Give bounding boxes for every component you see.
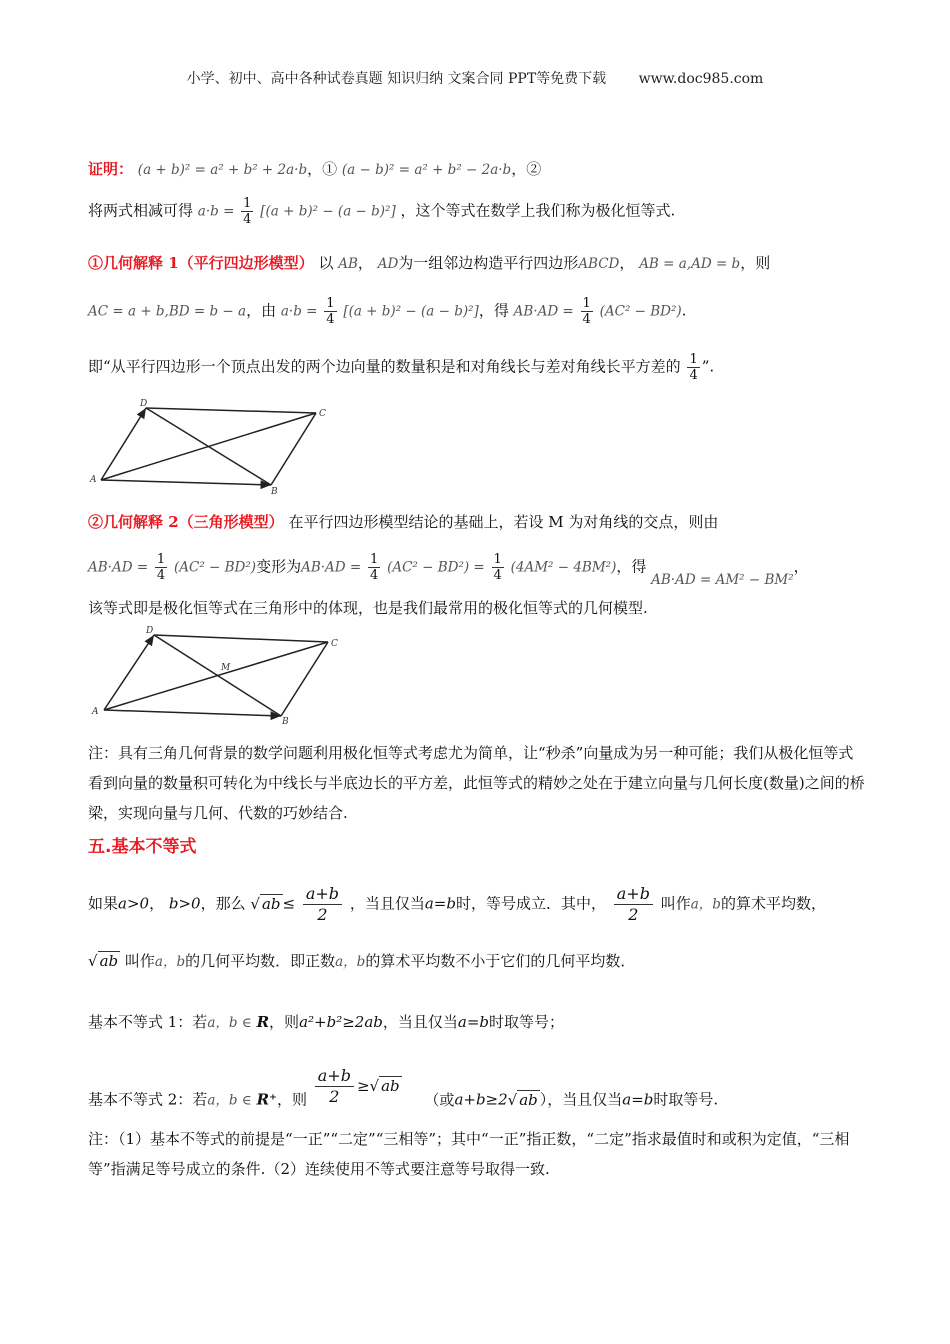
ineq1-t1: 基本不等式 1：若 [88, 1013, 208, 1031]
geo1-label: ①几何解释 1（平行四边形模型） [88, 254, 314, 272]
geo1-t3: ，则 [740, 254, 771, 272]
sqrt-ab: √ ab [88, 952, 119, 970]
proof-line2-bracket: [(a + b)² − (a − b)²] [260, 203, 396, 220]
ineq1-cond: a，b ∈ [207, 1015, 252, 1031]
sec5-l1-t4: 时，等号成立．其中， [455, 894, 606, 913]
quarter-fraction: $\frac{1}{4}$ [326, 296, 335, 327]
geo1-line2-eq3: AB·AD = [513, 303, 574, 320]
geo1-line2-t1: ，由 [246, 301, 277, 320]
sec5-l1-t6: 的算术平均数， [720, 894, 826, 913]
label-b: B [282, 717, 289, 726]
quarter-fraction: $\frac{1}{4}$ [243, 196, 252, 227]
side-bc [281, 642, 328, 716]
page-header [0, 68, 950, 88]
geo1-line2-bracket: [(a + b)² − (a − b)²] [343, 303, 479, 320]
ineq2-t2: ，则 [276, 1090, 307, 1109]
ineq2-alt: a+b≥2 [454, 1090, 508, 1109]
proof-line2-eq: a·b = [197, 203, 235, 220]
sec5-ab-list: a，b [335, 954, 366, 970]
sec5-line-1 [88, 884, 826, 925]
side-bc [271, 413, 316, 485]
sec5-le: ≤ [282, 894, 296, 913]
ineq2-ge: ≥ [356, 1076, 370, 1095]
geo2-t2: 变形为 [256, 557, 302, 576]
ineq2-cond: a，b ∈ [207, 1092, 252, 1109]
ineq1-t2: ，则 [269, 1013, 300, 1031]
geo1-t1: 以 [318, 254, 334, 272]
geo2-line3: 该等式即是极化恒等式在三角形中的体现，也是我们最常用的极化恒等式的几何模型. [88, 599, 648, 617]
header-title: 小学、初中、高中各种试卷真题 知识归纳 文案合同 PPT等免费下载 [186, 71, 607, 87]
basic-inequality-2 [88, 1066, 719, 1121]
vector-ad [101, 408, 146, 480]
ineq2-t1: 基本不等式 2：若 [88, 1090, 208, 1109]
ineq1-eq: a²+b²≥2ab [299, 1013, 383, 1031]
sec5-l2-t1: 叫作 [124, 952, 155, 970]
geo2-paren-c: (4AM² − 4BM²) [510, 559, 617, 576]
proof-label: 证明： [88, 160, 134, 178]
label-b: B [271, 487, 278, 496]
geo2-eq-a: AB·AD = [88, 559, 149, 576]
proof-eq2: (a − b)² = a² + b² − 2a·b [341, 162, 512, 178]
geo2-line-1 [88, 511, 718, 533]
ineq2-t4: ），当且仅当 [539, 1090, 623, 1109]
quarter-fraction: $\frac{1}{4}$ [493, 552, 502, 583]
geo1-ab: AB [338, 256, 358, 272]
geo2-paren-a: (AC² − BD²) [173, 559, 257, 576]
geo1-line2-t2: ，得 [478, 301, 509, 320]
geo1-sep: ， [357, 254, 373, 272]
quarter-fraction: $\frac{1}{4}$ [582, 296, 591, 327]
geo1-line3: 即“从平行四边形一个顶点出发的两个边向量的数量积是和对角线长与差对角线长平方差的 [88, 357, 681, 376]
quarter-fraction: $\frac{1}{4}$ [689, 352, 698, 383]
proof-mark1: ，① [307, 160, 338, 178]
proof-line2-suffix: ，这个等式在数学上我们称为极化恒等式. [400, 201, 676, 220]
geo2-t3: ，得 [616, 557, 647, 576]
geo1-line-2 [88, 296, 686, 327]
proof-line-1 [88, 158, 541, 181]
side-dc [146, 408, 316, 413]
geo2-eq-final: AB·AD = AM² − BM² [651, 571, 794, 588]
basic-inequality-1 [88, 1011, 564, 1034]
geo2-line-3 [88, 597, 648, 619]
ineq2-equal: a=b [622, 1090, 654, 1109]
sec5-sep: ， [149, 894, 165, 913]
proof-eq1: (a + b)² = a² + b² + 2a·b [137, 162, 308, 178]
geo2-line-2 [88, 552, 809, 588]
ineq2-r-plus: R⁺ [256, 1090, 277, 1109]
side-dc [154, 635, 328, 642]
label-d: D [140, 399, 148, 409]
proof-line-2 [88, 196, 675, 227]
diagonal-db [154, 635, 281, 716]
geo1-abcd: ABCD [578, 256, 620, 272]
geo1-line2-eq2: a·b = [280, 303, 318, 320]
sqrt-ab: √ ab [250, 894, 281, 913]
label-m: M [221, 663, 231, 673]
ineq1-t4: 时取等号； [489, 1013, 565, 1031]
ineq2-t3: （或 [424, 1090, 455, 1109]
vector-ab [104, 710, 281, 716]
geo1-sep2: ， [619, 254, 635, 272]
label-a: A [90, 475, 97, 485]
geo2-t4: ， [793, 557, 809, 576]
parallelogram-figure-2 [88, 622, 348, 726]
label-c: C [319, 409, 326, 419]
vector-ad [104, 635, 154, 710]
geo1-t2: 为一组邻边构造平行四边形 [398, 254, 579, 272]
sec5-b-positive: b>0 [168, 894, 201, 913]
mean-fraction: $\frac{a+b}{2}$ [614, 884, 653, 925]
geo2-paren-b: (AC² − BD²) = [387, 559, 485, 576]
sec5-ab-list: a，b [154, 954, 186, 970]
label-c: C [331, 639, 338, 649]
proof-line2-prefix: 将两式相减可得 [88, 201, 194, 220]
sec5-l2-t2: 的几何平均数．即正数 [185, 952, 336, 970]
sec5-l1-t3: ，当且仅当 [349, 894, 425, 913]
diagonal-ac [104, 642, 328, 710]
geo1-line2-paren: (AC² − BD²) [599, 303, 682, 320]
label-a: A [92, 707, 99, 717]
sec5-line-2 [88, 950, 635, 973]
section-title: 五.基本不等式 [88, 837, 197, 857]
geo2-t1: 在平行四边形模型结论的基础上，若设 M 为对角线的交点，则由 [288, 513, 719, 531]
sec5-l1-t2: ，那么 [200, 894, 246, 913]
diagonal-db [146, 408, 271, 485]
geo1-line2-end: . [681, 301, 687, 320]
geo1-ad: AD [377, 256, 399, 272]
parallelogram-figure-1 [88, 396, 338, 496]
header-url[interactable]: www.doc985.com [638, 71, 764, 87]
sec5-a-positive: a>0 [118, 894, 150, 913]
ineq2-t5: 时取等号. [653, 1090, 719, 1109]
sec5-ab-list: a，b [690, 896, 721, 913]
geo1-line3-end: ”. [701, 357, 715, 376]
sqrt-ab: √ ab [369, 1076, 400, 1095]
proof-mark2: ，② [511, 160, 542, 178]
ineq1-r: R [256, 1013, 270, 1031]
sec5-l2-t3: 的算术平均数不小于它们的几何平均数． [365, 952, 636, 970]
note-2: 注：（1）基本不等式的前提是“一正”“二定”“三相等”；其中“一正”指正数，“二定”指求最值时和或积为定值，“三相等”指满足等号成立的条件.（2）连续使用不等式要注意等号取得一致. [88, 1130, 850, 1178]
sec5-l1-t1: 如果 [88, 894, 119, 913]
quarter-fraction: $\frac{1}{4}$ [156, 552, 166, 583]
vector-ab [101, 480, 271, 485]
mean-fraction: $\frac{a+b}{2}$ [303, 884, 342, 925]
geo2-eq-b: AB·AD = [301, 559, 362, 576]
geo2-label: ②几何解释 2（三角形模型） [88, 513, 284, 531]
geo1-line2-eq: AC = a + b,BD = b − a [88, 303, 247, 320]
sqrt-ab: √ ab [507, 1090, 538, 1109]
quarter-fraction: $\frac{1}{4}$ [370, 552, 379, 583]
ineq1-t3: ，当且仅当 [382, 1013, 458, 1031]
label-d: D [146, 626, 154, 636]
geo1-eqs: AB = a,AD = b [639, 256, 741, 272]
ineq1-equal: a=b [457, 1013, 489, 1031]
geo1-line-1 [88, 252, 770, 275]
sec5-l1-t5: 叫作 [660, 894, 691, 913]
geo1-line-3 [88, 352, 714, 383]
mean-fraction: $\frac{a+b}{2}$ [315, 1066, 354, 1107]
note-1: 注：具有三角几何背景的数学问题利用极化恒等式考虑尤为简单，让“秒杀”向量成为另一种可能；我们从极化恒等式看到向量的数量积可转化为中线长与半底边长的平方差，此恒等式的精妙之处在于建立向量与几何长度(数量)之间的桥梁，实现向量与几何、代数的巧妙结合. [88, 744, 865, 822]
sec5-l1-eq: a=b [424, 894, 456, 913]
